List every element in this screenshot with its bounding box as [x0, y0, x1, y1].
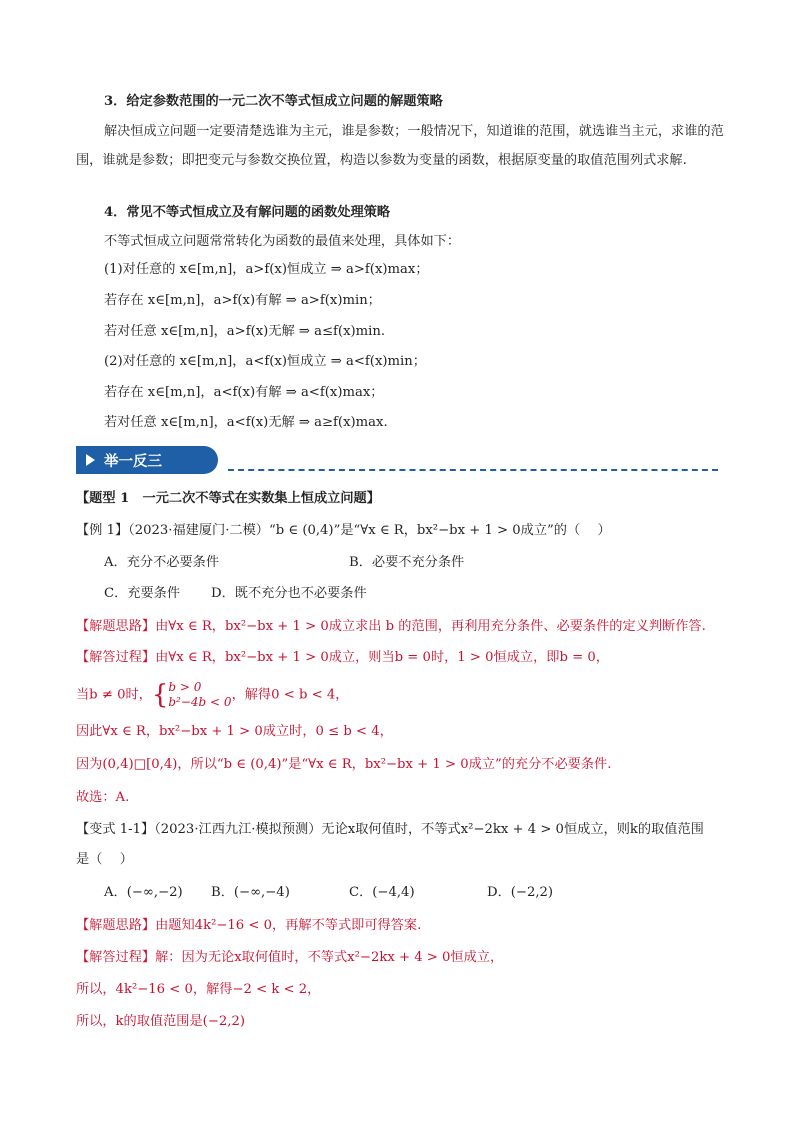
strategy-item: 若存在 x∈[m,n]，a<f(x)有解 ⇒ a<f(x)max； — [104, 385, 384, 400]
strategy-item: 若对任意 x∈[m,n]，a>f(x)无解 ⇒ a≤f(x)min. — [104, 324, 386, 339]
variant-1-1-process-line: 所以，k的取值范围是(−2,2) — [76, 1014, 245, 1029]
example-1-answer: 故选：A. — [76, 790, 130, 805]
system-row: b²−4b < 0 — [168, 695, 232, 709]
inequality-system — [168, 680, 231, 710]
variant-1-1-process-line: 所以，4k²−16 < 0，解得−2 < k < 2， — [76, 982, 321, 997]
left-brace: { — [151, 680, 169, 710]
option-a: A．(−∞,−2) — [104, 885, 183, 900]
strategy-item: 若对任意 x∈[m,n]，a<f(x)无解 ⇒ a≥f(x)max. — [104, 415, 388, 430]
system-suffix: ，解得0 < b < 4， — [231, 687, 349, 703]
section-4-heading: 4．常见不等式恒成立及有解问题的函数处理策略 — [104, 205, 391, 220]
banner-divider — [228, 469, 718, 471]
option-d: D．既不充分也不必要条件 — [211, 586, 367, 601]
question-type-heading: 【题型 1 一元二次不等式在实数集上恒成立问题】 — [76, 491, 380, 506]
section-3-heading: 3．给定参数范围的一元二次不等式恒成立问题的解题策略 — [104, 94, 443, 109]
example-1-stem: 【例 1】（2023·福建厦门·二模）“b ∈ (0,4)”是“∀x ∈ R，bx²−bx + 1 > 0成立”的（ ） — [76, 523, 611, 538]
option-d: D．(−2,2) — [487, 885, 554, 900]
section-4-intro: 不等式恒成立问题常常转化为函数的最值来处理，具体如下： — [104, 234, 461, 249]
variant-1-1-stem-cont: 是（ ） — [76, 852, 133, 867]
variant-1-1-idea: 【解题思路】由题知4k²−16 < 0，再解不等式即可得答案. — [76, 918, 422, 933]
example-1-process-line: 因此∀x ∈ R，bx²−bx + 1 > 0成立时，0 ≤ b < 4， — [76, 724, 393, 739]
example-1-process-line: 【解答过程】由∀x ∈ R，bx²−bx + 1 > 0成立，则当b = 0时，1 > 0恒成立，即b = 0， — [76, 650, 609, 665]
system-row: b > 0 — [168, 680, 202, 694]
variant-1-1-process-line: 【解答过程】解：因为无论x取何值时，不等式x²−2kx + 4 > 0恒成立， — [76, 950, 504, 965]
option-a: A．充分不必要条件 — [104, 555, 220, 570]
example-1-process-line: 因为(0,4)□[0,4)，所以“b ∈ (0,4)”是“∀x ∈ R，bx²−bx + 1 > 0成立”的充分不必要条件. — [76, 757, 612, 772]
strategy-item: (1)对任意的 x∈[m,n]，a>f(x)恒成立 ⇒ a>f(x)max； — [104, 262, 429, 277]
option-c: C．充要条件 — [104, 586, 181, 601]
banner-label: 举一反三 — [104, 453, 162, 470]
example-1-system-line — [76, 680, 348, 711]
system-prefix: 当b ≠ 0时， — [76, 687, 152, 703]
option-b: B．(−∞,−4) — [211, 885, 290, 900]
strategy-item: (2)对任意的 x∈[m,n]，a<f(x)恒成立 ⇒ a<f(x)min； — [104, 354, 426, 369]
section-3-paragraph: 解决恒成立问题一定要清楚选谁为主元，谁是参数；一般情况下，知道谁的范围，就选谁当主元，求谁的范围，谁就是参数；即把变元与参数交换位置，构造以参数为变量的函数，根据原变量的取值范围列式求解. — [76, 124, 724, 168]
example-1-idea: 【解题思路】由∀x ∈ R，bx²−bx + 1 > 0成立求出 b 的范围，再利用充分条件、必要条件的定义判断作答. — [76, 619, 706, 634]
variant-1-1-stem: 【变式 1-1】（2023·江西九江·模拟预测）无论x取何值时，不等式x²−2kx + 4 > 0恒成立，则k的取值范围 — [76, 822, 704, 837]
section-banner — [76, 446, 218, 474]
option-b: B．必要不充分条件 — [349, 555, 465, 570]
option-c: C．(−4,4) — [349, 885, 415, 900]
strategy-item: 若存在 x∈[m,n]，a>f(x)有解 ⇒ a>f(x)min； — [104, 293, 381, 308]
play-arrow-icon — [86, 454, 95, 466]
